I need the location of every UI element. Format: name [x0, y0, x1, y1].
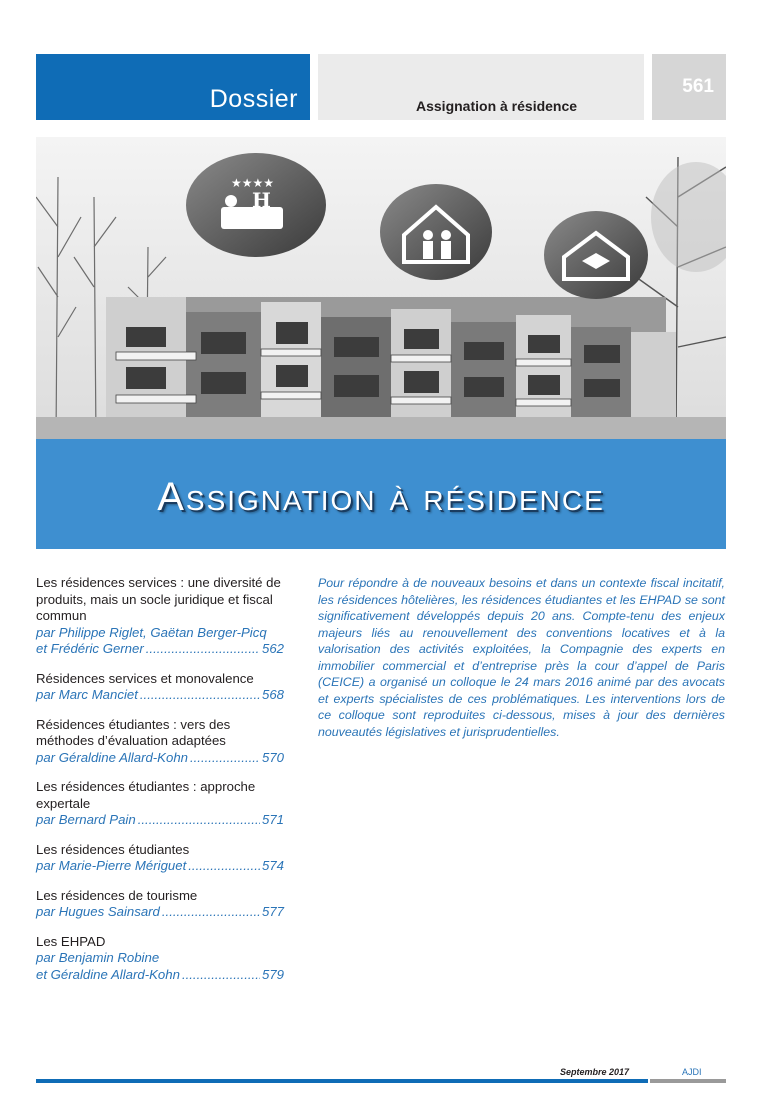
toc-entry-author: par Géraldine Allard-Kohn: [36, 749, 188, 765]
toc-entry-title: Les résidences de tourisme: [36, 887, 198, 903]
footer-rule: [36, 1079, 648, 1083]
residence-illustration: [36, 137, 726, 439]
svg-text:H: H: [252, 188, 271, 212]
toc-entry-author: par Marc Manciet: [36, 687, 138, 702]
toc-leader-dots: [140, 687, 260, 704]
page-number: 561: [682, 76, 714, 97]
running-title-text: Assignation à résidence: [416, 98, 578, 114]
table-of-contents: [36, 575, 284, 996]
toc-leader-dots: [190, 750, 260, 767]
family-house-icon: [380, 184, 492, 280]
toc-entry-title: Les résidences services : une diversité de produits, mais un socle juridique et fiscal commun: [36, 575, 281, 623]
toc-entry-author-line: [36, 641, 284, 658]
toc-entry-page: 571: [261, 812, 284, 827]
toc-leader-dots: [188, 858, 260, 875]
section-header: [36, 54, 310, 120]
toc-leader-dots: [162, 904, 260, 921]
toc-entry-author: par Bernard Pain: [36, 812, 136, 827]
intro-paragraph: Pour répondre à de nouveaux besoins et dans un contexte fiscal incitatif, les résidences hôtelières, les résidences étudiantes et les EHPAD se sont significativement développés depuis 20 ans. Compte-tenu des enjeux majeurs liés au renouvellement des conventions locatives et à la valorisation des activités exploitées, la Compagnie des experts en immobilier commercial et d’entreprise près la cour d’appel de Paris (CEICE) a organisé un colloque le 24 mars 2016 animé par des avocats et experts spécialistes de ces problématiques. Les interventions lors de ce colloque sont reproduites ci-dessous, mises à jour des dernières nouveautés législatives et jurisprudentielles.: [318, 576, 725, 739]
toc-entry-author-line: [36, 750, 284, 767]
toc-leader-dots: [182, 967, 260, 984]
toc-leader-dots: [138, 812, 260, 829]
toc-entry-author: par Benjamin Robine: [36, 950, 160, 965]
toc-entry-author: par Philippe Riglet, Gaëtan Berger-Picq: [36, 624, 267, 640]
toc-entry-title: Résidences services et monovalence: [36, 670, 254, 686]
toc-entry[interactable]: [36, 671, 284, 704]
toc-entry-page: 570: [261, 749, 284, 765]
toc-entry[interactable]: [36, 842, 284, 875]
toc-entry-author-line: [36, 858, 284, 875]
dossier-title: Assignation à résidence: [157, 475, 605, 519]
toc-entry-title: Résidences étudiantes : vers des méthodes d’évaluation adaptées: [36, 716, 231, 748]
toc-entry-title: Les EHPAD: [36, 933, 106, 949]
graduation-house-icon: [544, 211, 648, 299]
toc-entry-title: Les résidences étudiantes: [36, 841, 190, 857]
toc-entry-author-line: [36, 625, 284, 642]
toc-leader-dots: [146, 641, 260, 658]
toc-entry[interactable]: [36, 779, 284, 829]
footer-rule-grey: [650, 1079, 726, 1083]
footer-publication: AJDI: [682, 1067, 702, 1077]
toc-entry[interactable]: [36, 575, 284, 658]
toc-entry-author: et Frédéric Gerner: [36, 641, 144, 656]
toc-entry-page: 562: [261, 641, 284, 656]
footer-date: Septembre 2017: [560, 1067, 630, 1077]
toc-entry-page: 574: [261, 858, 284, 873]
toc-entry-author-line: [36, 904, 284, 921]
toc-entry-author: par Hugues Sainsard: [36, 904, 160, 919]
running-title: [318, 54, 644, 120]
toc-entry-author-line: [36, 950, 284, 967]
title-band: [36, 439, 726, 549]
page-number-box: [652, 54, 726, 120]
section-label: Dossier: [209, 85, 298, 113]
toc-entry-title: Les résidences étudiantes : approche expertale: [36, 779, 256, 811]
toc-entry-author-line: [36, 967, 284, 984]
svg-text:★★★★: ★★★★: [231, 176, 275, 190]
building-illustration: [36, 137, 726, 439]
toc-entry[interactable]: [36, 934, 284, 984]
toc-entry-author: par Marie-Pierre Mériguet: [36, 858, 187, 873]
toc-entry-page: 577: [261, 904, 284, 919]
toc-entry-page: 579: [261, 966, 284, 982]
hotel-icon: [186, 153, 326, 257]
toc-entry-author: et Géraldine Allard-Kohn: [36, 966, 180, 982]
toc-entry-author-line: [36, 812, 284, 829]
toc-entry-page: 568: [261, 687, 284, 702]
toc-entry[interactable]: [36, 888, 284, 921]
toc-entry[interactable]: [36, 717, 284, 767]
toc-entry-author-line: [36, 687, 284, 704]
